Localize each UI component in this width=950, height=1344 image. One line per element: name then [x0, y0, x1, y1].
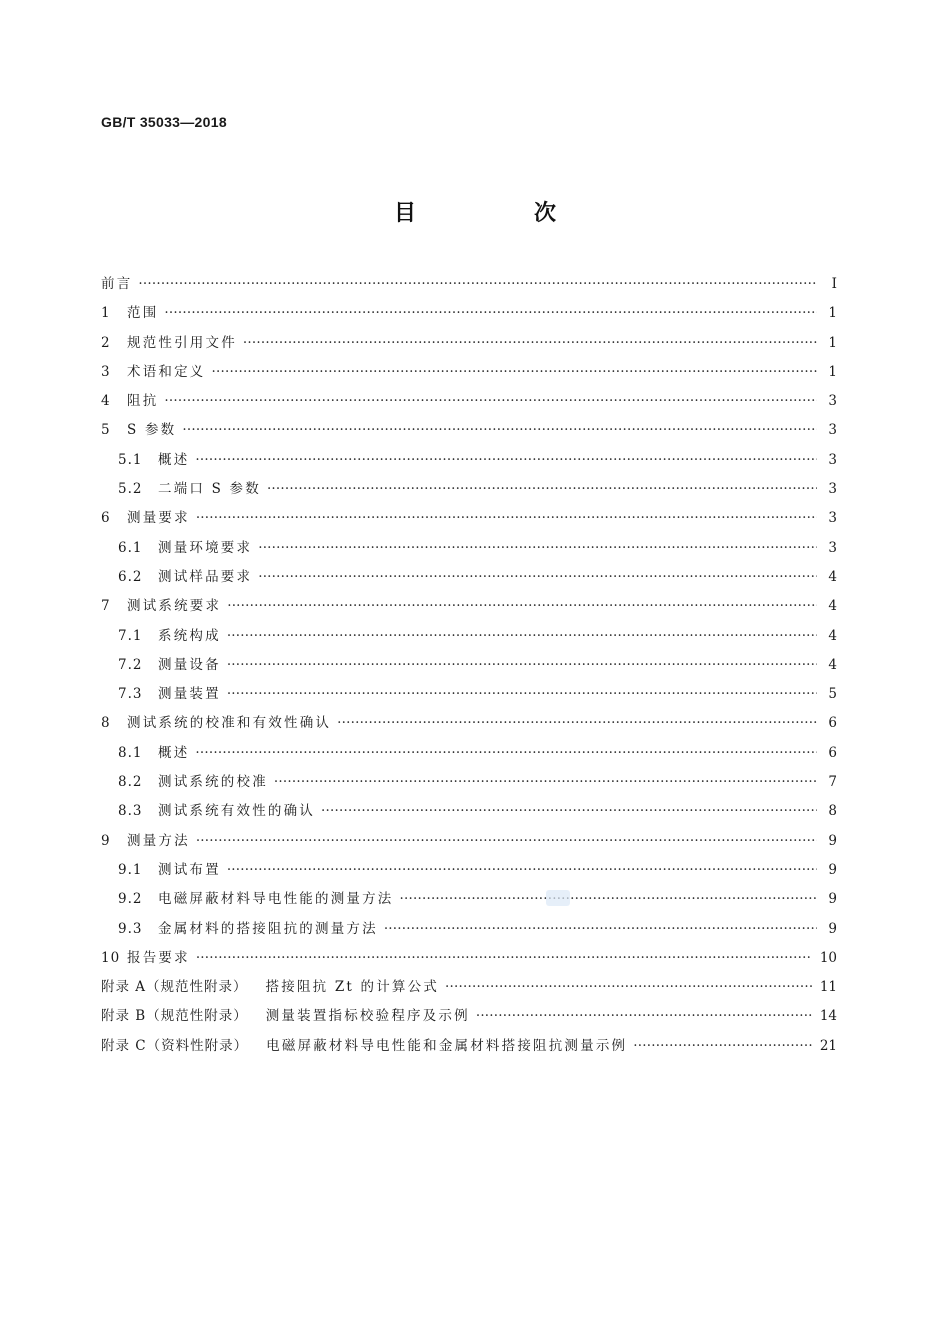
toc-entry-page: Ⅰ — [831, 276, 837, 292]
toc-entry-title: 测试系统有效性的确认 — [158, 803, 315, 820]
toc-leader-dots — [258, 534, 817, 563]
toc-entry[interactable] — [101, 534, 837, 563]
toc-entry-number: 6.1 — [118, 539, 143, 556]
toc-entry[interactable] — [101, 446, 837, 475]
toc-leader-dots — [227, 622, 817, 651]
toc-entry[interactable] — [101, 680, 837, 709]
toc-leader-dots — [196, 827, 817, 856]
toc-leader-dots — [267, 475, 817, 504]
toc-entry[interactable] — [101, 504, 837, 533]
toc-entry-page: 9 — [828, 861, 837, 878]
toc-entry-page: 6 — [828, 744, 837, 761]
toc-entry-title: 电磁屏蔽材料导电性能和金属材料搭接阻抗测量示例 — [266, 1037, 628, 1054]
toc-entry-page: 11 — [819, 979, 837, 996]
toc-leader-dots — [212, 358, 818, 387]
toc-leader-dots — [227, 651, 817, 680]
toc-entry[interactable] — [101, 739, 837, 768]
toc-entry[interactable] — [101, 1002, 837, 1031]
toc-entry-page: 10 — [819, 949, 837, 966]
toc-entry-number: 7.2 — [118, 656, 143, 673]
toc-entry-title: 测试系统的校准和有效性确认 — [127, 715, 332, 732]
toc-entry[interactable] — [101, 358, 837, 387]
toc-entry-number: 9.3 — [118, 920, 143, 937]
toc-entry-title: 测试系统的校准 — [158, 774, 268, 791]
toc-entry[interactable] — [101, 915, 837, 944]
toc-entry-number: 3 — [101, 363, 111, 380]
toc-entry-page: 4 — [828, 656, 837, 673]
toc-entry-number: 8.2 — [118, 774, 143, 791]
toc-entry-page: 3 — [828, 539, 837, 556]
toc-entry[interactable] — [101, 651, 837, 680]
toc-entry-title: 测试样品要求 — [158, 568, 253, 585]
toc-entry-title: 电磁屏蔽材料导电性能的测量方法 — [158, 891, 394, 908]
toc-entry-title: 概述 — [158, 744, 190, 761]
watermark-logo — [546, 890, 570, 906]
standard-code: GB/T 35033—2018 — [101, 114, 227, 130]
toc-entry-page: 4 — [828, 568, 837, 585]
toc-entry[interactable] — [101, 709, 837, 738]
toc-entry[interactable] — [101, 797, 837, 826]
toc-entry-title: 测量方法 — [127, 832, 190, 849]
toc-leader-dots — [445, 973, 812, 1002]
toc-entry-number: 6 — [101, 510, 111, 527]
toc-entry-title: 金属材料的搭接阻抗的测量方法 — [158, 920, 378, 937]
toc-entry[interactable] — [101, 475, 837, 504]
toc-entry-title: 二端口 S 参数 — [158, 481, 261, 498]
toc-leader-dots — [384, 915, 817, 944]
toc-entry-title: 规范性引用文件 — [127, 334, 237, 351]
toc-entry-page: 5 — [828, 686, 837, 703]
toc-leader-dots — [274, 768, 817, 797]
toc-entry-number: 5.1 — [118, 451, 143, 468]
toc-leader-dots — [321, 797, 817, 826]
toc-entry[interactable] — [101, 563, 837, 592]
toc-entry[interactable] — [101, 299, 837, 328]
toc-entry-number: 8.1 — [118, 744, 143, 761]
toc-entry-page: 9 — [828, 920, 837, 937]
toc-entry-page: 1 — [828, 305, 837, 322]
toc-entry-number: 1 — [101, 305, 111, 322]
toc-entry-number: 10 — [101, 949, 121, 966]
toc-leader-dots — [196, 504, 817, 533]
toc-entry-title: 阻抗 — [127, 393, 159, 410]
toc-entry-number: 5.2 — [118, 481, 143, 498]
toc-entry-title: 测量环境要求 — [158, 539, 253, 556]
toc-leader-dots — [164, 387, 817, 416]
toc-entry-number: 8.3 — [118, 803, 143, 820]
toc-entry-page: 1 — [828, 334, 837, 351]
toc-entry[interactable] — [101, 827, 837, 856]
toc-entry-number: 附录 C（资料性附录） — [101, 1037, 249, 1054]
toc-leader-dots — [227, 680, 817, 709]
toc-entry[interactable] — [101, 856, 837, 885]
toc-entry-title: 报告要求 — [127, 949, 190, 966]
toc-entry-number: 6.2 — [118, 568, 143, 585]
toc-leader-dots — [182, 416, 817, 445]
toc-entry-title: 测量装置指标校验程序及示例 — [265, 1008, 470, 1025]
toc-entry-number: 7 — [101, 598, 111, 615]
toc-entry-title: 测试布置 — [158, 861, 221, 878]
toc-entry-title: 概述 — [158, 451, 190, 468]
toc-entry-title: 范围 — [127, 305, 159, 322]
toc-leader-dots — [195, 739, 817, 768]
toc-entry-page: 9 — [828, 832, 837, 849]
toc-entry-title: 测量要求 — [127, 510, 190, 527]
toc-entry[interactable] — [101, 768, 837, 797]
toc-leader-dots — [476, 1002, 812, 1031]
toc-entry-page: 9 — [828, 891, 837, 908]
toc-entry-page: 3 — [828, 393, 837, 410]
toc-entry-page: 1 — [828, 363, 837, 380]
toc-entry-number: 附录 B（规范性附录） — [101, 1008, 248, 1025]
toc-entry-page: 3 — [828, 451, 837, 468]
toc-entry-title: 测试系统要求 — [127, 598, 222, 615]
table-of-contents — [101, 270, 837, 1061]
toc-entry-number: 附录 A（规范性附录） — [101, 979, 248, 996]
toc-entry-page: 4 — [828, 598, 837, 615]
toc-entry-page: 7 — [828, 774, 837, 791]
toc-entry[interactable] — [101, 270, 837, 299]
toc-entry-number: 8 — [101, 715, 111, 732]
toc-entry-page: 3 — [828, 422, 837, 439]
toc-leader-dots — [337, 709, 817, 738]
toc-leader-dots — [227, 592, 817, 621]
toc-entry-number: 5 — [101, 422, 111, 439]
toc-entry[interactable] — [101, 387, 837, 416]
toc-entry[interactable] — [101, 885, 837, 914]
toc-entry-page: 6 — [828, 715, 837, 732]
toc-entry-page: 4 — [828, 627, 837, 644]
toc-entry[interactable] — [101, 329, 837, 358]
toc-leader-dots — [400, 885, 818, 914]
toc-entry-title: 术语和定义 — [127, 363, 206, 380]
toc-entry-number: 4 — [101, 393, 111, 410]
page-title: 目 次 — [393, 201, 604, 226]
toc-leader-dots — [196, 944, 812, 973]
toc-entry[interactable] — [101, 1032, 837, 1061]
toc-leader-dots — [227, 856, 817, 885]
toc-entry-page: 3 — [828, 481, 837, 498]
toc-entry-page: 8 — [828, 803, 837, 820]
toc-entry-number: 9.2 — [118, 891, 143, 908]
toc-entry-title: 系统构成 — [158, 627, 221, 644]
toc-leader-dots — [258, 563, 817, 592]
toc-entry-number: 7.1 — [118, 627, 143, 644]
toc-leader-dots — [164, 299, 817, 328]
toc-entry-number: 7.3 — [118, 686, 143, 703]
toc-entry-title: 测量装置 — [158, 686, 221, 703]
toc-entry[interactable] — [101, 416, 837, 445]
toc-entry-title: S 参数 — [127, 422, 177, 439]
toc-entry-title: 测量设备 — [158, 656, 221, 673]
toc-entry-number: 2 — [101, 334, 111, 351]
toc-entry[interactable] — [101, 622, 837, 651]
toc-leader-dots — [243, 329, 817, 358]
toc-entry-title: 搭接阻抗 Zt 的计算公式 — [265, 979, 440, 996]
toc-entry[interactable] — [101, 592, 837, 621]
toc-entry[interactable] — [101, 944, 837, 973]
toc-entry-page: 14 — [819, 1008, 837, 1025]
toc-entry-number: 9 — [101, 832, 111, 849]
toc-entry-page: 21 — [819, 1037, 837, 1054]
toc-leader-dots — [633, 1032, 812, 1061]
toc-entry-title: 前言 — [101, 276, 133, 292]
toc-entry[interactable] — [101, 973, 837, 1002]
toc-entry-page: 3 — [828, 510, 837, 527]
toc-leader-dots — [138, 270, 817, 299]
toc-leader-dots — [195, 446, 817, 475]
toc-entry-number: 9.1 — [118, 861, 143, 878]
